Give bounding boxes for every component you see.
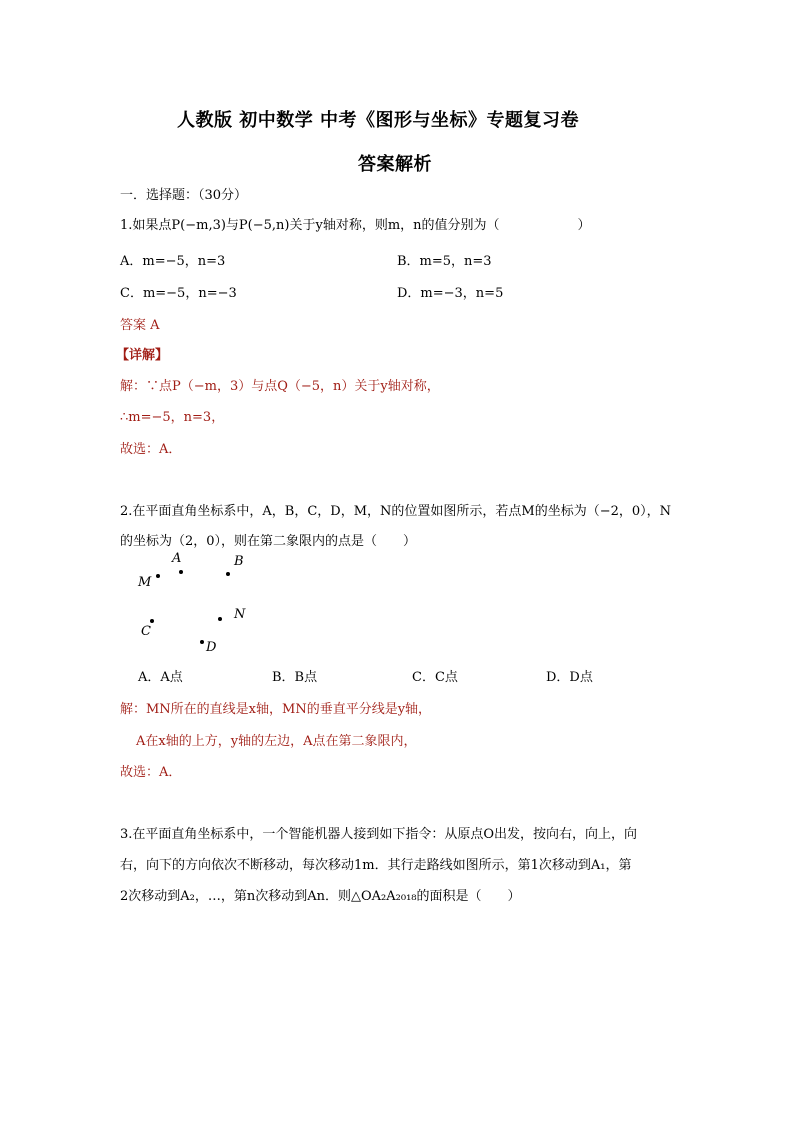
question-1-option-b: B．m=5，n=3 [397, 254, 492, 269]
point-a-label: A [172, 551, 182, 566]
question-1-solution-line-2: ∴m=−5，n=3， [120, 410, 225, 425]
question-2-option-b: B．B点 [272, 670, 318, 685]
document-title: 人教版 初中数学 中考《图形与坐标》专题复习卷 [177, 110, 580, 131]
question-1-option-d: D．m=−3，n=5 [397, 286, 504, 301]
question-1-option-c: C．m=−5，n=−3 [120, 286, 237, 301]
point-d-label: D [206, 640, 217, 655]
question-1-detail-header: 【详解】 [116, 348, 169, 363]
question-2-solution-line-2: A在x轴的上方，y轴的左边，A点在第二象限内， [136, 734, 417, 749]
question-2-option-d: D．D点 [546, 670, 593, 685]
point-m-dot [156, 574, 160, 578]
point-b-dot [226, 572, 230, 576]
point-n-dot [218, 617, 222, 621]
question-3-stem-line-3: 2次移动到A₂，…，第n次移动到An．则△OA₂A₂₀₁₈的面积是（ ） [120, 889, 521, 904]
question-2-solution-line-3: 故选：A． [120, 765, 182, 780]
question-1-stem: 1.如果点P(−m,3)与P(−5,n)关于y轴对称，则m，n的值分别为（ ） [120, 218, 591, 233]
question-1-answer: 答案 A [120, 318, 160, 333]
point-c-dot [150, 619, 154, 623]
question-2-option-c: C．C点 [412, 670, 458, 685]
question-1-solution-line-3: 故选：A． [120, 442, 182, 457]
document-subtitle: 答案解析 [358, 154, 432, 175]
question-1-solution-line-1: 解：∵点P（−m，3）与点Q（−5，n）关于y轴对称， [120, 379, 440, 394]
question-3-stem-line-1: 3.在平面直角坐标系中，一个智能机器人接到如下指令：从原点O出发，按向右，向上，向 [120, 827, 638, 842]
question-2-stem-line-1: 2.在平面直角坐标系中，A，B，C，D，M，N的位置如图所示，若点M的坐标为（−2，0），N [120, 504, 672, 519]
point-d-dot [200, 640, 204, 644]
section-heading: 一．选择题：（30分） [120, 188, 248, 203]
point-a-dot [179, 570, 183, 574]
question-3-stem-line-2: 右，向下的方向依次不断移动，每次移动1m．其行走路线如图所示，第1次移动到A₁，第 [120, 858, 632, 873]
point-n-label: N [234, 607, 246, 622]
point-m-label: M [138, 575, 152, 590]
question-2-solution-line-1: 解：MN所在的直线是x轴，MN的垂直平分线是y轴， [120, 702, 432, 717]
question-2-stem-line-2: 的坐标为（2，0），则在第二象限内的点是（ ） [120, 534, 417, 549]
question-1-option-a: A．m=−5，n=3 [120, 254, 226, 269]
point-b-label: B [234, 554, 244, 569]
point-c-label: C [141, 624, 151, 639]
question-2-option-a: A．A点 [138, 670, 183, 685]
